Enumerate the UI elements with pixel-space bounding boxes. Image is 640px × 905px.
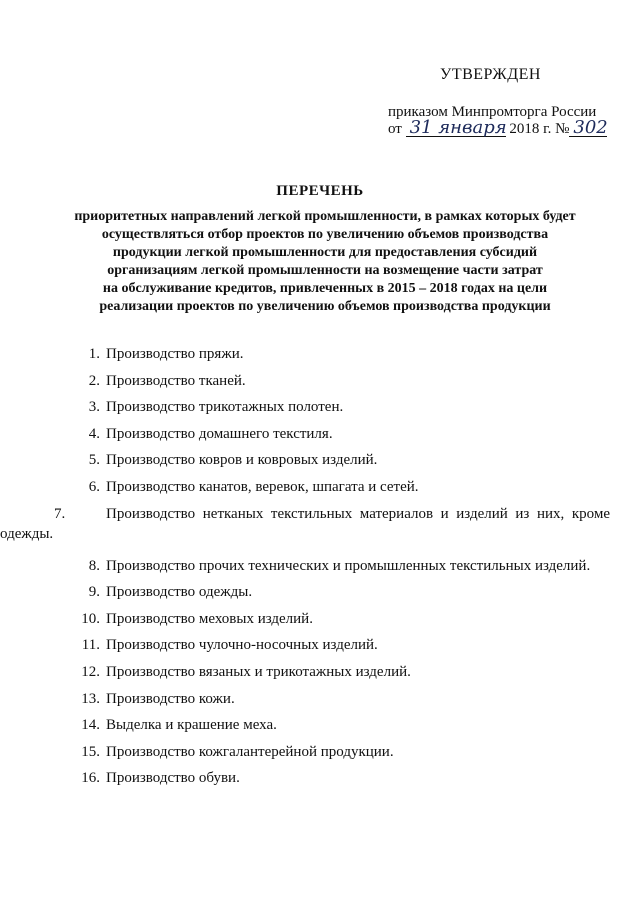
item-text: Производство нетканых текстильных материалов и изделий из них, кроме xyxy=(106,505,610,522)
list-item xyxy=(54,742,610,769)
subtitle-line: реализации проектов по увеличению объемов производства продукции xyxy=(99,299,551,314)
item-text: Производство одежды. xyxy=(106,584,253,601)
list-item xyxy=(54,371,610,398)
list-item xyxy=(54,609,610,636)
item-number: 5. xyxy=(88,452,100,469)
subtitle-line: продукции легкой промышленности для предоставления субсидий xyxy=(112,245,538,260)
item-text: Выделка и крашение меха. xyxy=(106,717,277,734)
item-number: 4. xyxy=(88,425,100,442)
directions-list xyxy=(0,344,610,795)
item-text: Производство вязаных и трикотажных изделий. xyxy=(106,663,411,680)
item-text-continuation: одежды. xyxy=(0,525,54,542)
item-number: 6. xyxy=(88,478,100,495)
list-item xyxy=(54,582,610,609)
handwritten-date: 31 января xyxy=(406,120,506,137)
item-text: Производство меховых изделий. xyxy=(106,610,313,627)
list-item xyxy=(54,689,610,716)
subtitle-line: на обслуживание кредитов, привлеченных в 2015 – 2018 годах на цели xyxy=(102,281,548,296)
item-text: Производство прочих технических и промышленных текстильных изделий. xyxy=(106,557,591,574)
item-number: 11. xyxy=(81,637,100,654)
item-text: Производство канатов, веревок, шпагата и сетей. xyxy=(106,478,419,495)
approval-title: УТВЕРЖДЕН xyxy=(440,66,541,83)
item-number: 1. xyxy=(88,346,100,362)
approval-date-line xyxy=(388,117,608,138)
item-text: Производство кожгалантерейной продукции. xyxy=(106,743,394,760)
item-number: 12. xyxy=(81,663,100,680)
list-item xyxy=(54,477,610,504)
document-title: ПЕРЕЧЕНЬ xyxy=(276,183,364,199)
item-number: 2. xyxy=(88,372,100,389)
subtitle-line: осуществляться отбор проектов по увеличению объемов производства xyxy=(101,227,549,242)
item-number: 7. xyxy=(54,505,66,522)
item-number: 9. xyxy=(88,584,100,601)
item-text: Производство обуви. xyxy=(106,770,240,787)
list-item xyxy=(54,397,610,424)
list-item xyxy=(54,344,610,371)
list-item xyxy=(54,715,610,742)
item-number: 8. xyxy=(88,557,100,574)
item-text: Производство пряжи. xyxy=(106,346,244,362)
handwritten-number: 302 xyxy=(569,120,607,137)
year-text: 2018 г. № xyxy=(509,121,570,137)
list-item xyxy=(54,424,610,451)
item-text: Производство домашнего текстиля. xyxy=(106,425,333,442)
list-item xyxy=(54,556,610,583)
item-text: Производство ковров и ковровых изделий. xyxy=(106,452,378,469)
document-subtitle xyxy=(60,208,590,316)
item-text: Производство кожи. xyxy=(106,690,235,707)
item-text: Производство тканей. xyxy=(106,372,246,389)
subtitle-line: приоритетных направлений легкой промышленности, в рамках которых будет xyxy=(74,209,576,224)
item-number: 16. xyxy=(81,770,100,787)
from-label: от xyxy=(388,121,402,137)
subtitle-line: организациям легкой промышленности на возмещение части затрат xyxy=(107,263,543,278)
item-line xyxy=(54,504,610,524)
list-item xyxy=(54,662,610,689)
list-item xyxy=(0,504,610,556)
item-number: 10. xyxy=(81,610,100,627)
item-number: 3. xyxy=(88,399,100,416)
item-text: Производство трикотажных полотен. xyxy=(106,399,344,416)
item-text: Производство чулочно-носочных изделий. xyxy=(106,637,378,654)
item-number: 14. xyxy=(81,717,100,734)
list-item xyxy=(54,450,610,477)
list-item xyxy=(54,635,610,662)
approval-order: приказом Минпромторга России xyxy=(388,104,597,120)
item-number: 15. xyxy=(81,743,100,760)
item-number: 13. xyxy=(81,690,100,707)
list-item xyxy=(54,768,610,795)
